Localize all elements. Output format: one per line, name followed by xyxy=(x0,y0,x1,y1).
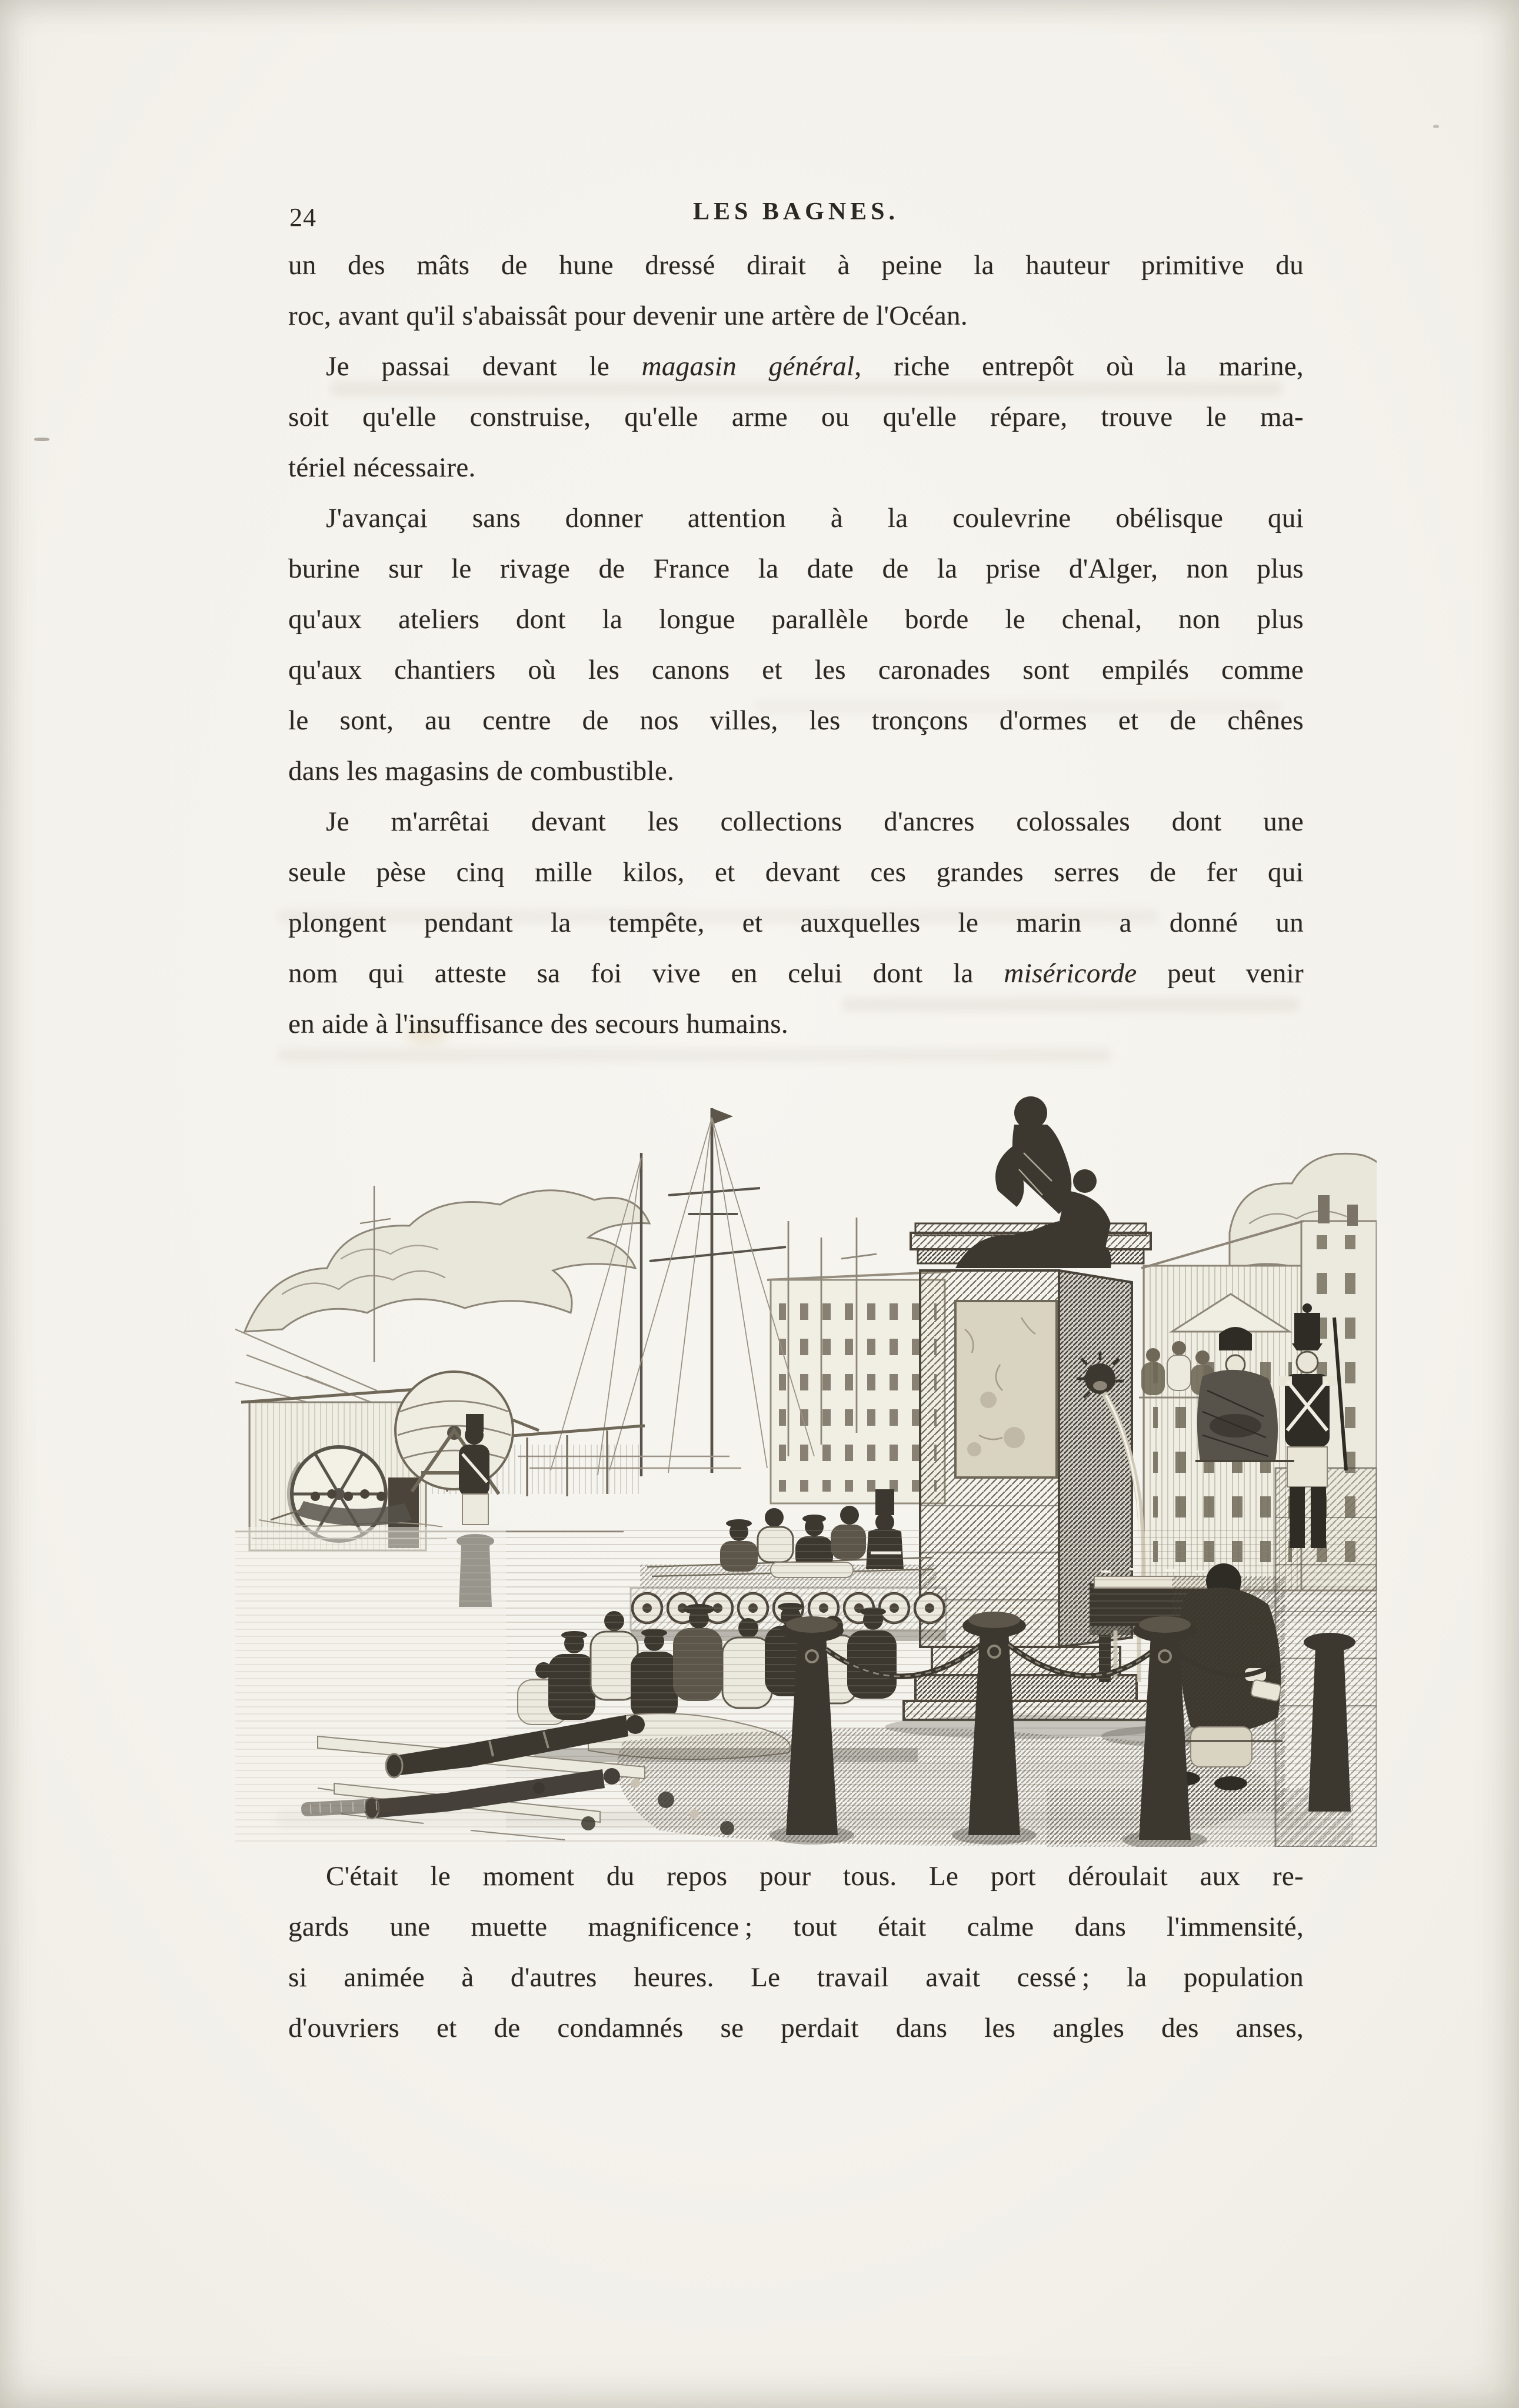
body-text-bottom xyxy=(288,1851,1304,2053)
text-line: J'avançai sans donner attention à la coulevrine obélisque qui xyxy=(326,503,1304,533)
running-head xyxy=(288,198,1304,239)
text-line: gards une muette magnificence ; tout était calme dans l'immensité, xyxy=(288,1912,1304,1942)
text-line xyxy=(288,341,1304,392)
text-line: seule pèse cinq mille kilos, et devant ces grandes serres de fer qui xyxy=(288,857,1304,888)
page-number: 24 xyxy=(289,203,317,232)
line-segment: Je passai devant le xyxy=(326,351,642,382)
paper-speck xyxy=(34,438,49,441)
body-text-top xyxy=(288,240,1304,1049)
text-line: roc, avant qu'il s'abaissât pour devenir une artère de l'Océan. xyxy=(288,301,968,331)
text-line: en aide à l'insuffisance des secours humains. xyxy=(288,1009,788,1039)
text-line: le sont, au centre de nos villes, les tronçons d'ormes et de chênes xyxy=(288,705,1304,736)
text-line: qu'aux chantiers où les canons et les caronades sont empilés comme xyxy=(288,655,1304,685)
statue-group xyxy=(955,1096,1111,1268)
line-segment: nom qui atteste sa foi vive en celui dont la xyxy=(288,958,1004,989)
text-line: tériel nécessaire. xyxy=(288,452,476,483)
text-line: soit qu'elle construise, qu'elle arme ou qu'elle répare, trouve le ma- xyxy=(288,402,1304,432)
page-bleedthrough xyxy=(277,1048,1112,1062)
text-line: C'était le moment du repos pour tous. Le port déroulait aux re- xyxy=(326,1861,1304,1892)
italic-phrase: magasin général xyxy=(641,351,855,382)
text-line: plongent pendant la tempête, et auxquelles le marin a donné un xyxy=(288,908,1304,938)
line-segment: peut venir xyxy=(1137,958,1304,989)
text-line: d'ouvriers et de condamnés se perdait dans les angles des anses, xyxy=(288,2013,1304,2043)
text-line: burine sur le rivage de France la date de la prise d'Alger, non plus xyxy=(288,553,1304,584)
paper-speck xyxy=(1433,125,1439,128)
line-segment: , riche entrepôt où la marine, xyxy=(854,351,1304,382)
running-title: LES BAGNES. xyxy=(692,198,900,225)
text-line: un des mâts de hune dressé dirait à peine la hauteur primitive du xyxy=(288,250,1304,281)
text-line: Je m'arrêtai devant les collections d'ancres colossales dont une xyxy=(326,806,1304,837)
italic-phrase: miséricorde xyxy=(1004,958,1137,989)
text-line: si animée à d'autres heures. Le travail avait cessé ; la population xyxy=(288,1962,1304,1993)
text-line: dans les magasins de combustible. xyxy=(288,756,675,786)
text-line: qu'aux ateliers dont la longue parallèle borde le chenal, non plus xyxy=(288,604,1304,635)
text-line xyxy=(288,948,1304,999)
left-workshop-and-crane-wheel xyxy=(241,1372,645,1550)
port-scene-engraving xyxy=(235,1082,1377,1847)
